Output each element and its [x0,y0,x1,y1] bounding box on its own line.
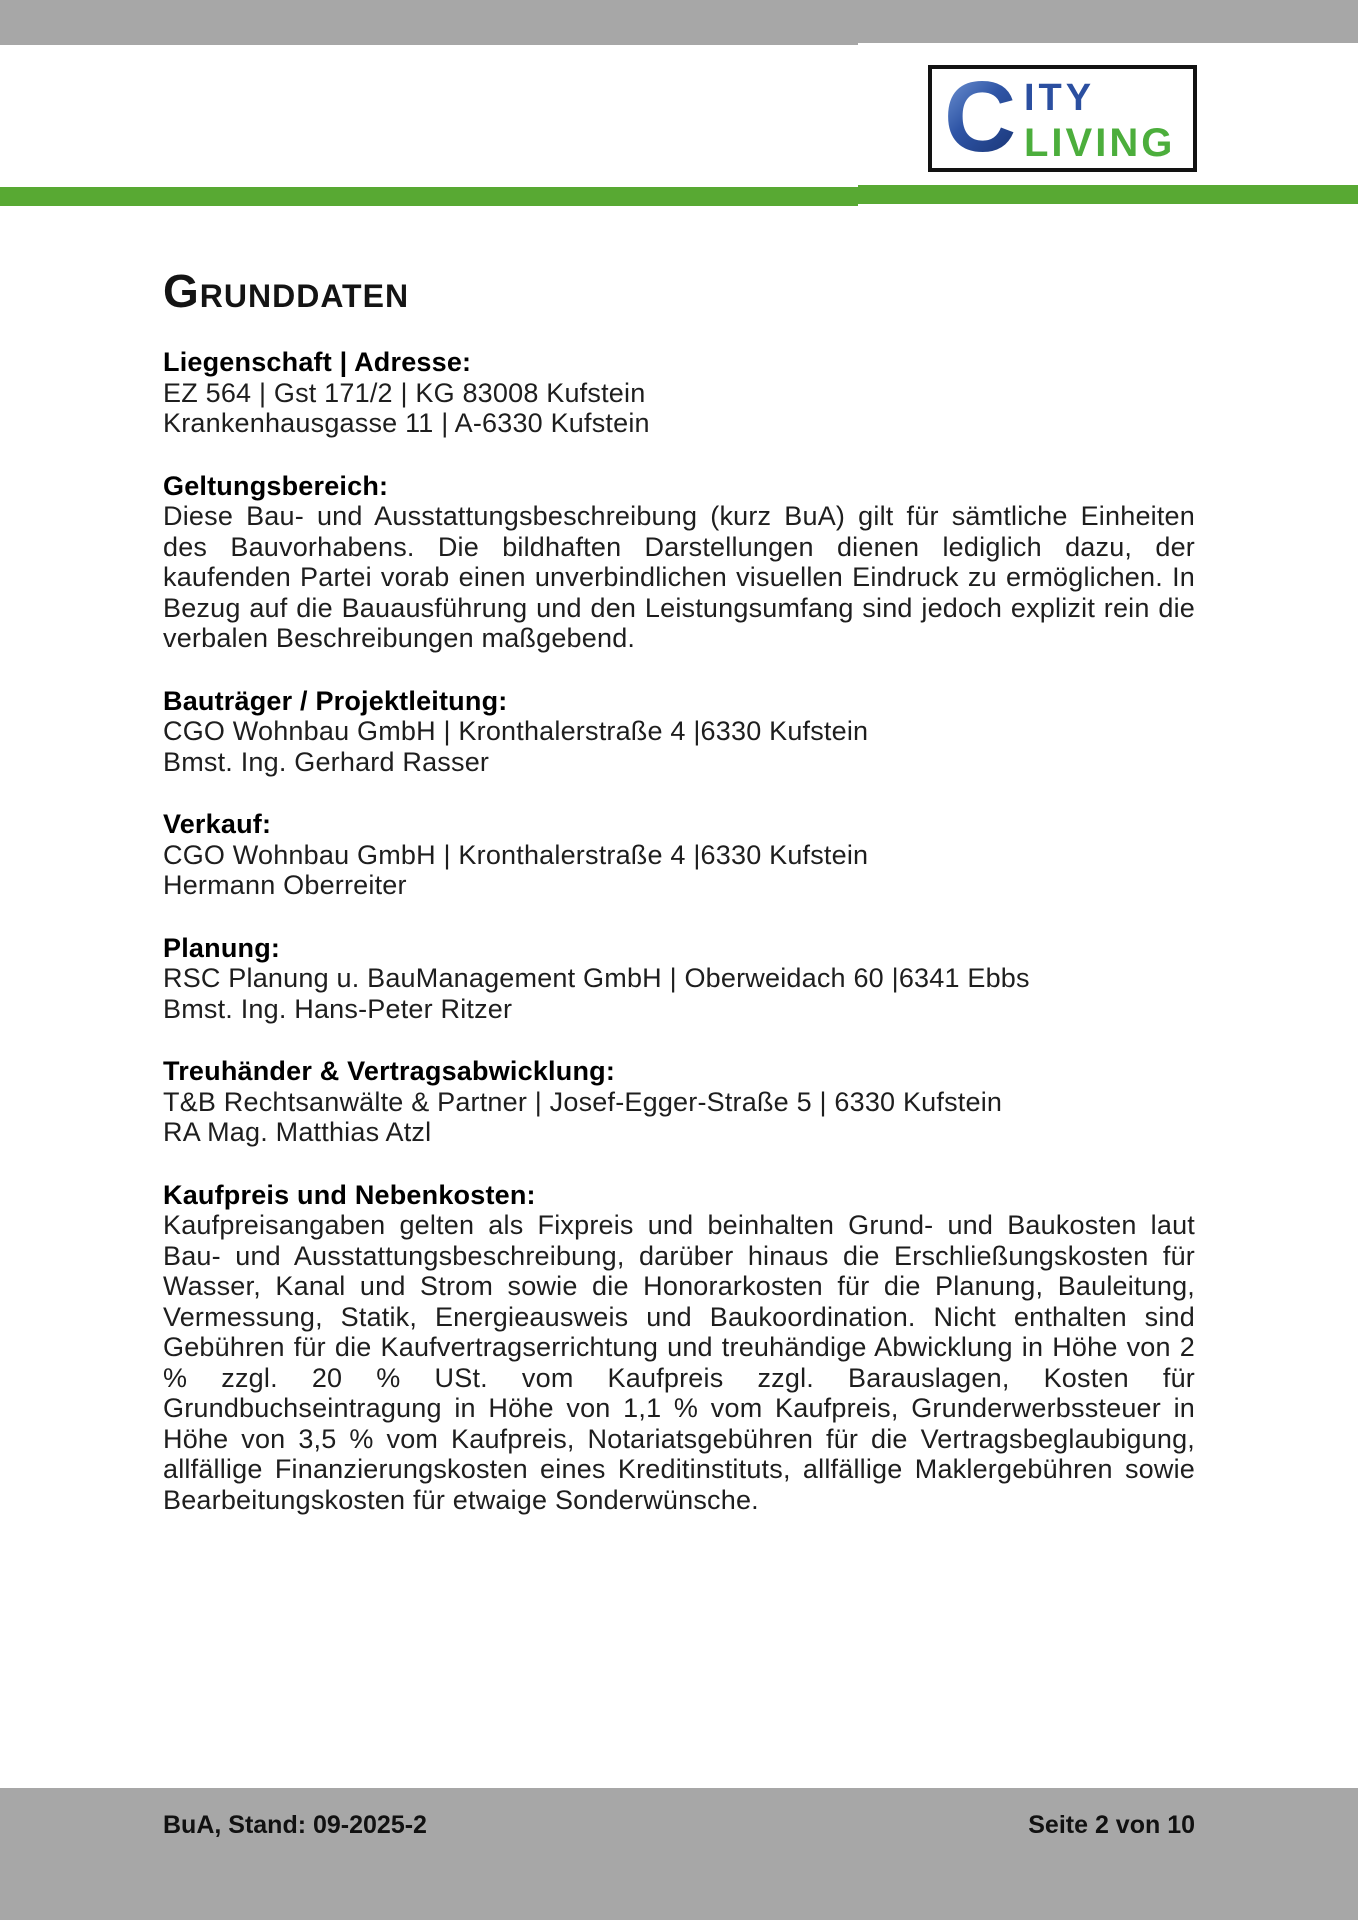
header-bar-segment [858,0,1358,43]
footer-bar [0,1788,1358,1920]
logo-c-mark: C [944,61,1017,173]
page-title: Grunddaten [163,265,410,317]
document-body [163,265,1195,1515]
section-liegenschaft [163,347,1195,439]
section-geltungsbereich [163,471,1195,654]
section-line: T&B Rechtsanwälte & Partner | Josef-Egger-Straße 5 | 6330 Kufstein [163,1086,1003,1117]
section-line: CGO Wohnbau GmbH | Kronthalerstraße 4 |6330 Kufstein [163,716,869,746]
section-line: CGO Wohnbau GmbH | Kronthalerstraße 4 |6330 Kufstein [163,839,869,870]
section-verkauf [163,809,1195,901]
section-line: RA Mag. Matthias Atzl [163,1117,432,1147]
header-accent-bar-segment [858,185,1358,204]
company-logo [928,61,1197,173]
section-line: Krankenhausgasse 11 | A-6330 Kufstein [163,408,650,438]
section-bautraeger [163,686,1195,778]
section-paragraph: Kaufpreisangaben gelten als Fixpreis und beinhalten Grund- und Baukosten laut Bau- und Ausstattungsbeschreibung, darüber hinaus die Erschließungskosten für Wasser, Kanal und Strom sowie die Honorarkosten für die Planung, Bauleitung, Vermessung, Statik, Energieausweis und Baukoordination. Nicht enthalten sind Gebühren für die Kaufvertragserrichtung und treuhändige Abwicklung in Höhe von 2 % zzgl. 20 % USt. vom Kaufpreis zzgl. Barauslagen, Kosten für Grundbuchseintragung in Höhe von 1,1 % vom Kaufpreis, Grunderwerbssteuer in Höhe von 3,5 % vom Kaufpreis, Notariatsgebühren für die Vertragsbeglaubigung, allfällige Finanzierungskosten eines Kreditinstituts, allfällige Maklergebühren sowie Bearbeitungskosten für etwaige Sonderwünsche. [163,1210,1195,1515]
section-heading: Treuhänder & Vertragsabwicklung: [163,1056,616,1086]
section-heading: Kaufpreis und Nebenkosten: [163,1179,536,1210]
section-line: Bmst. Ing. Hans-Peter Ritzer [163,993,513,1024]
section-paragraph: Diese Bau- und Ausstattungsbeschreibung (kurz BuA) gilt für sämtliche Einheiten des Bauvorhabens. Die bildhaften Darstellungen dienen lediglich dazu, der kaufenden Partei vorab einen unverbindlichen visuellen Eindruck zu ermöglichen. In Bezug auf die Bauausführung und den Leistungsumfang sind jedoch explizit rein die verbalen Beschreibungen maßgebend. [163,501,1195,653]
section-line: EZ 564 | Gst 171/2 | KG 83008 Kufstein [163,377,646,408]
section-line: RSC Planung u. BauManagement GmbH | Oberweidach 60 |6341 Ebbs [163,963,1030,993]
section-line: Hermann Oberreiter [163,870,407,900]
header-bar [0,0,858,45]
section-treuhaender [163,1056,1195,1148]
section-heading: Liegenschaft | Adresse: [163,347,472,377]
logo-city-text: ITY [1024,77,1096,119]
logo-living-text: LIVING [1024,121,1176,165]
document-version: BuA, Stand: 09-2025-2 [163,1811,427,1839]
section-planung [163,933,1195,1025]
footer-row [163,1810,1195,1840]
section-heading: Bauträger / Projektleitung: [163,685,508,716]
page-indicator: Seite 2 von 10 [1028,1811,1195,1839]
section-line: Bmst. Ing. Gerhard Rasser [163,746,490,777]
section-heading: Geltungsbereich: [163,470,389,501]
section-kaufpreis [163,1180,1195,1516]
section-heading: Planung: [163,932,281,963]
header-accent-bar [0,187,858,206]
section-heading: Verkauf: [163,809,272,839]
